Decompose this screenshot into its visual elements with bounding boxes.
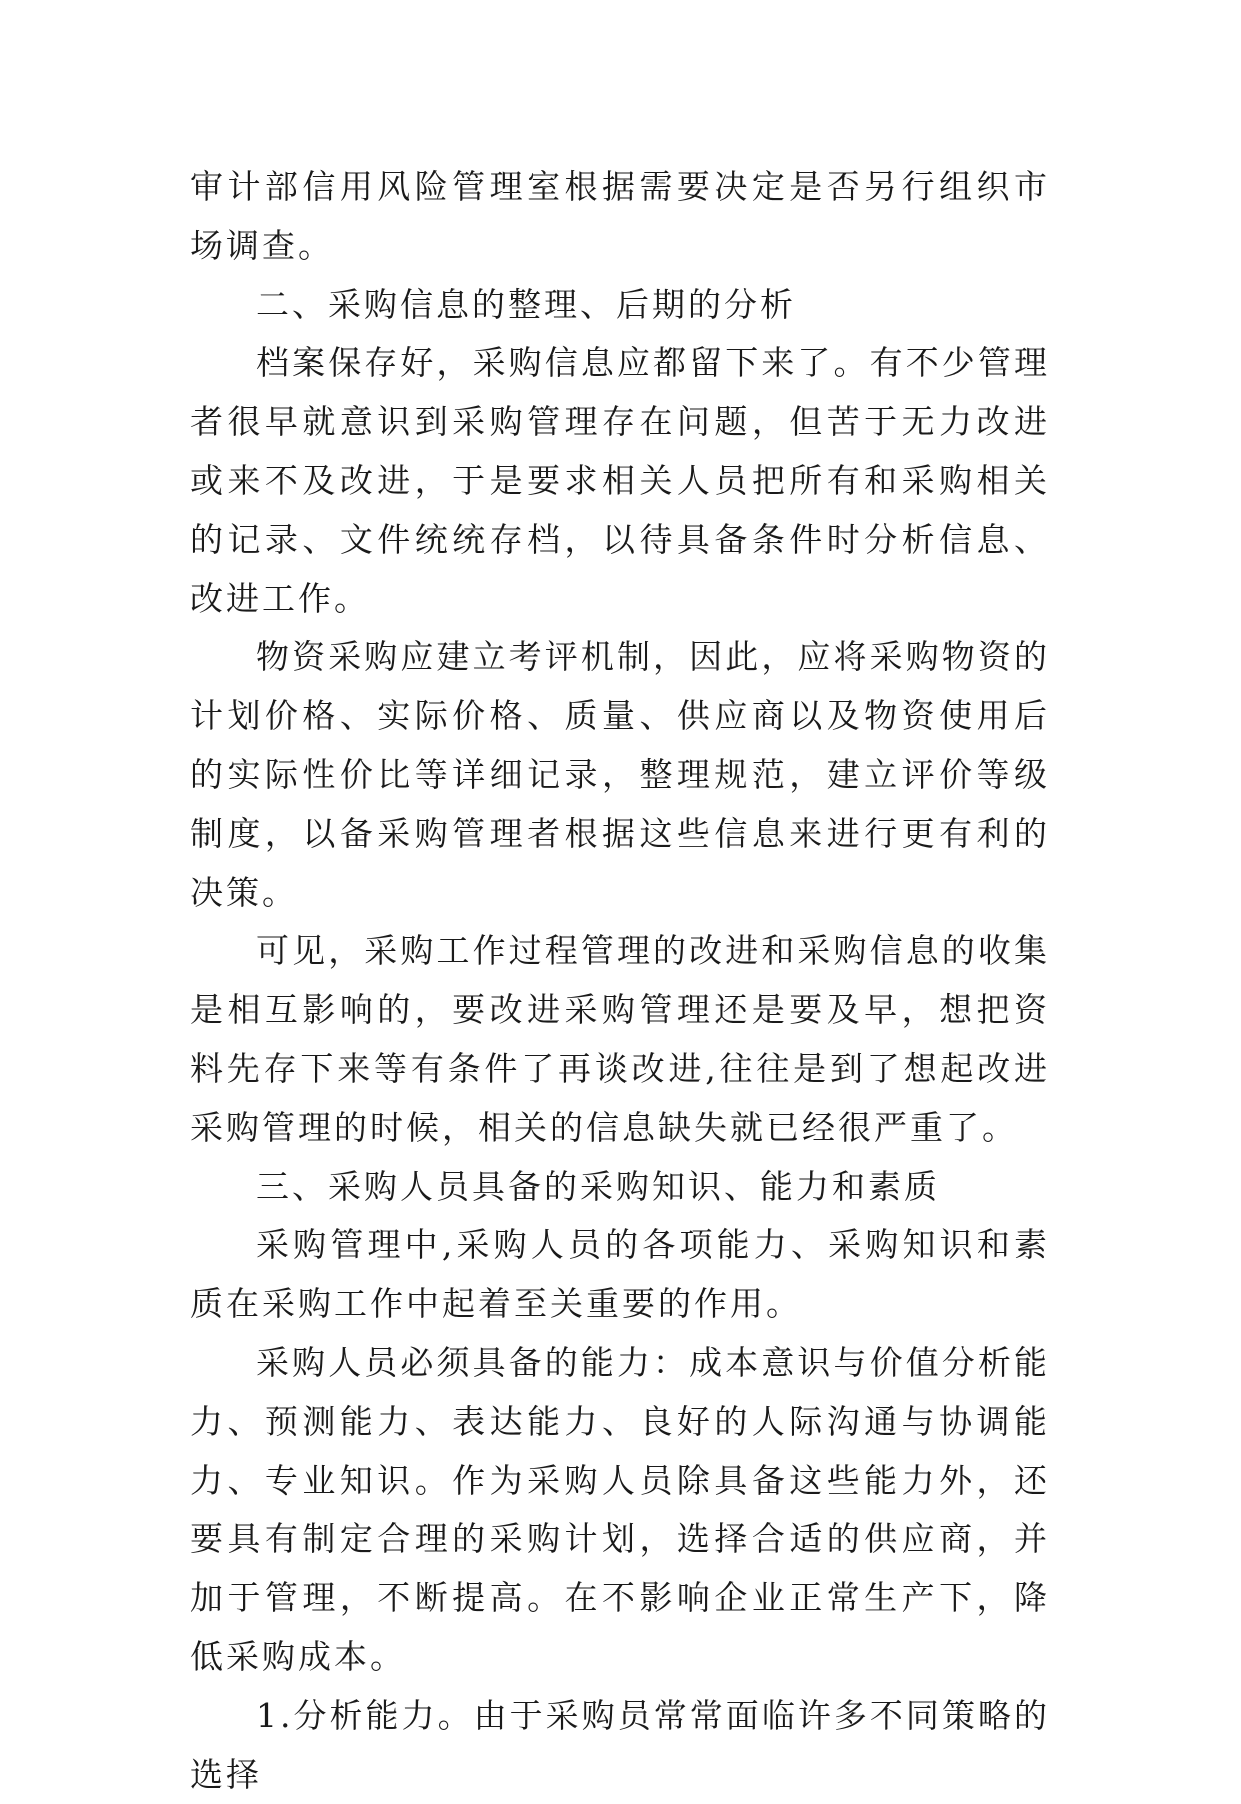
section-heading-2: 二、采购信息的整理、后期的分析 — [256, 284, 796, 324]
paragraph: 档案保存好，采购信息应都留下来了。有不少管理者很早就意识到采购管理存在问题，但苦于无力改进或来不及改进，于是要求相关人员把所有和采购相关的记录、文件统统存档，以待具备条件时分析信息、改进工作。 — [190, 343, 1050, 618]
numbered-item: 1.分析能力。由于采购员常常面临许多不同策略的选择 — [190, 1695, 1050, 1794]
paragraph: 采购管理中,采购人员的各项能力、采购知识和素质在采购工作中起着至关重要的作用。 — [190, 1225, 1050, 1324]
document-body — [190, 158, 1050, 1804]
section-heading-3: 三、采购人员具备的采购知识、能力和素质 — [256, 1166, 940, 1206]
paragraph: 采购人员必须具备的能力：成本意识与价值分析能力、预测能力、表达能力、良好的人际沟通与协调能力、专业知识。作为采购人员除具备这些能力外，还要具有制定合理的采购计划，选择合适的供应商，并加于管理，不断提高。在不影响企业正常生产下，降低采购成本。 — [190, 1342, 1050, 1676]
paragraph: 可见，采购工作过程管理的改进和采购信息的收集是相互影响的，要改进采购管理还是要及早，想把资料先存下来等有条件了再谈改进,往往是到了想起改进采购管理的时候，相关的信息缺失就已经很严重了。 — [190, 931, 1050, 1147]
paragraph: 物资采购应建立考评机制，因此，应将采购物资的计划价格、实际价格、质量、供应商以及物资使用后的实际性价比等详细记录，整理规范，建立评价等级制度，以备采购管理者根据这些信息来进行更有利的决策。 — [190, 637, 1050, 912]
paragraph-continuation: 审计部信用风险管理室根据需要决定是否另行组织市场调查。 — [190, 167, 1050, 265]
